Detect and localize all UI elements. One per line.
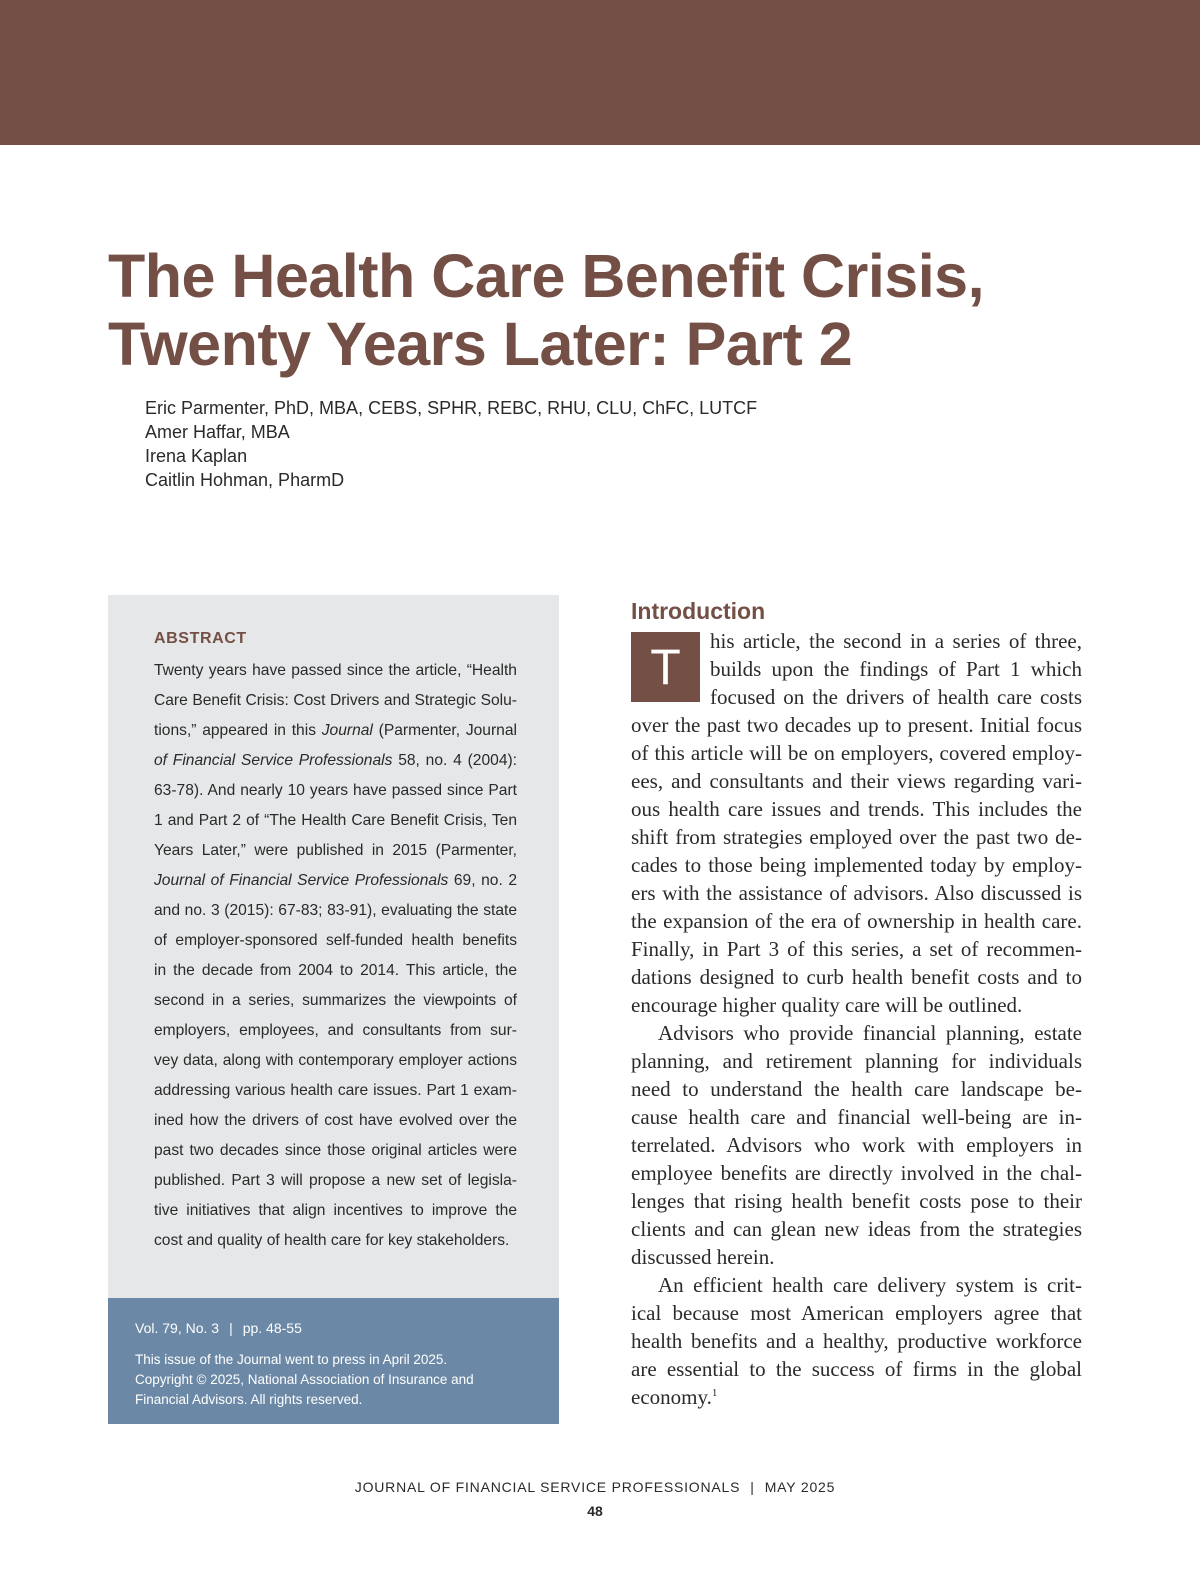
article-title [108, 242, 1108, 378]
abstract-line: published. Part 3 will propose a new set of legisla- [154, 1172, 517, 1189]
author-list [145, 396, 757, 492]
author: Eric Parmenter, PhD, MBA, CEBS, SPHR, REBC, RHU, CLU, ChFC, LUTCF [145, 398, 758, 418]
body-line: discussed herein. [631, 1245, 775, 1269]
body-line: cades to those being implemented today by employ- [631, 853, 1082, 877]
body-line: clients and can glean new ideas from the strategies [631, 1217, 1082, 1241]
body-line: over the past two decades up to present. Initial focus [631, 713, 1082, 737]
footnote-marker[interactable]: 1 [711, 1387, 718, 1399]
body-line: cause health care and financial well-being are in- [631, 1105, 1082, 1129]
separator: | [750, 1479, 755, 1495]
body-line: focused on the drivers of health care costs [710, 685, 1082, 709]
journal-name: JOURNAL OF FINANCIAL SERVICE PROFESSIONALS [354, 1479, 741, 1495]
body-line: planning, and retirement planning for individuals [631, 1049, 1082, 1073]
abstract-line: in the decade from 2004 to 2014. This article, the [154, 962, 517, 979]
abstract-line: tions,” appeared in this Journal (Parmenter, Journal [154, 722, 517, 739]
title-line: The Health Care Benefit Crisis, [108, 242, 985, 310]
body-line: ees, and consultants and their views regarding vari- [631, 769, 1082, 793]
abstract-line: past two decades since those original articles were [154, 1142, 517, 1159]
body-line [631, 1383, 1082, 1411]
abstract-text [154, 656, 517, 1256]
body-line: shift from strategies employed over the past two de- [631, 825, 1082, 849]
copyright-notice [135, 1350, 535, 1410]
abstract-line: Years Later,” were published in 2015 (Parmenter, [154, 842, 517, 859]
abstract-line: Twenty years have passed since the article, “Health [154, 662, 517, 679]
body-line: the expansion of the era of ownership in health care. [631, 909, 1082, 933]
author: Caitlin Hohman, PharmD [145, 470, 345, 490]
abstract-line: of Financial Service Professionals 58, no. 4 (2004): [154, 752, 518, 769]
body-line: dations designed to curb health benefit costs and to [631, 965, 1082, 989]
body-line: health benefits and a healthy, productive workforce [631, 1329, 1082, 1353]
body-line: lenges that rising health benefit costs pose to their [631, 1189, 1082, 1213]
abstract-line: 63-78). And nearly 10 years have passed since Part [154, 782, 517, 799]
abstract-line: 1 and Part 2 of “The Health Care Benefit Crisis, Ten [154, 812, 517, 829]
body-line-text: economy. [631, 1385, 712, 1409]
abstract-line: and no. 3 (2015): 67-83; 83-91), evaluating the state [154, 902, 517, 919]
drop-cap: T [631, 632, 700, 702]
abstract-heading: ABSTRACT [154, 630, 247, 647]
body-line: ical because most American employers agree that [631, 1301, 1082, 1325]
abstract-line: Journal of Financial Service Professionals 69, no. 2 [154, 872, 517, 889]
journal-title-italic: Journal of Financial Service Professionals [154, 872, 449, 889]
body-line: encourage higher quality care will be outlined. [631, 993, 1023, 1017]
body-line: Finally, in Part 3 of this series, a set of recommen- [631, 937, 1082, 961]
volume-line [135, 1320, 302, 1336]
section-heading: Introduction [631, 598, 766, 624]
header-band [0, 0, 1200, 145]
abstract-line: of employer-sponsored self-funded health benefits [154, 932, 517, 949]
abstract-line: ined how the drivers of cost have evolved over the [154, 1112, 517, 1129]
abstract-line: second in a series, summarizes the viewpoints of [154, 992, 517, 1009]
abstract-line: addressing various health care issues. Part 1 exam- [154, 1082, 517, 1099]
body-line: need to understand the health care landscape be- [631, 1077, 1082, 1101]
volume-number: Vol. 79, No. 3 [135, 1320, 220, 1336]
abstract-line: vey data, along with contemporary employer actions [154, 1052, 517, 1069]
body-line: ers with the assistance of advisors. Also discussed is [631, 881, 1082, 905]
press-line: Financial Advisors. All rights reserved. [135, 1392, 363, 1407]
running-footer [0, 1479, 1190, 1495]
body-line: of this article will be on employers, covered employ- [631, 741, 1082, 765]
author: Irena Kaplan [145, 446, 248, 466]
separator: | [229, 1320, 233, 1336]
abstract-line: cost and quality of health care for key stakeholders. [154, 1232, 510, 1249]
journal-title-italic: Journal [321, 722, 373, 739]
page-number: 48 [587, 1503, 603, 1519]
body-line: Advisors who provide financial planning, estate [658, 1021, 1082, 1045]
body-line: employee benefits are directly involved in the chal- [631, 1161, 1082, 1185]
body-line: An efficient health care delivery system is crit- [658, 1273, 1082, 1297]
press-line: This issue of the Journal went to press in April 2025. [135, 1352, 448, 1367]
abstract-line: employers, employees, and consultants from sur- [154, 1022, 517, 1039]
issue-info-panel [108, 1298, 559, 1424]
abstract-line: tive initiatives that align incentives to improve the [154, 1202, 517, 1219]
intro-body [631, 627, 1082, 1411]
journal-title-italic: of Financial Service Professionals [154, 752, 393, 769]
press-line: Copyright © 2025, National Association of Insurance and [135, 1372, 474, 1387]
body-line: builds upon the findings of Part 1 which [710, 657, 1082, 681]
body-line: ous health care issues and trends. This includes the [631, 797, 1082, 821]
issue-date: MAY 2025 [764, 1479, 836, 1495]
body-line: terrelated. Advisors who work with employers in [631, 1133, 1082, 1157]
page-range: pp. 48-55 [242, 1320, 302, 1336]
author: Amer Haffar, MBA [145, 422, 290, 442]
abstract-line: Care Benefit Crisis: Cost Drivers and Strategic Solu- [154, 692, 517, 709]
body-line: his article, the second in a series of three, [710, 629, 1082, 653]
title-line: Twenty Years Later: Part 2 [108, 310, 853, 378]
body-line: are essential to the success of firms in the global [631, 1357, 1082, 1381]
